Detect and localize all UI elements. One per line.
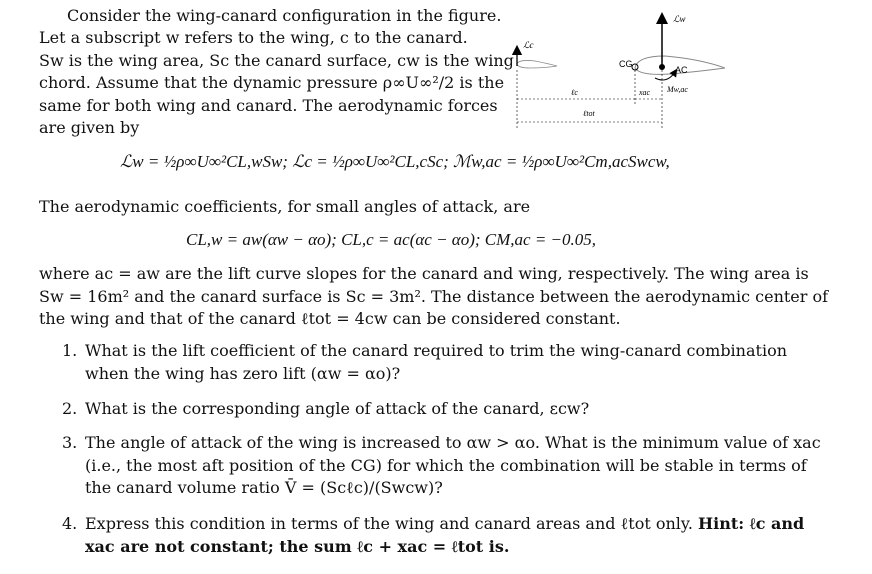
ac-marker bbox=[659, 64, 665, 70]
body-line-2: Sw = 16m² and the canard surface is Sc = 3m². The distance between the aerodynamic center of bbox=[39, 287, 829, 306]
question-text: What is the lift coefficient of the canard required to trim the wing-canard combination when the wing has zero lift (αw = αo)? bbox=[85, 341, 787, 383]
body-line-3: the wing and that of the canard ℓtot = 4cw can be considered constant. bbox=[39, 309, 621, 328]
question-2 bbox=[62, 398, 822, 421]
wing-lift-label: ℒw bbox=[673, 14, 686, 24]
coeffs-equation: CL,w = aw(αw − αo); CL,c = ac(αc − αo); CM,ac = −0.05, bbox=[186, 230, 597, 249]
intro-line-2: Let a subscript w refers to the wing, c to the canard. bbox=[39, 28, 468, 47]
question-text: The angle of attack of the wing is increased to αw > αo. What is the minimum value of xac (i.e., the most aft position of the CG) for which the combination will be stable in terms of the canard volume ratio V̄ = (Scℓc)/(Swcw)? bbox=[85, 433, 821, 497]
canard-airfoil bbox=[517, 60, 557, 68]
question-text bbox=[85, 513, 822, 558]
forces-equation: ℒw = ½ρ∞U∞²CL,wSw; ℒc = ½ρ∞U∞²CL,cSc; ℳw,ac = ½ρ∞U∞²Cm,acSwcw, bbox=[120, 152, 670, 171]
question-1 bbox=[62, 340, 822, 385]
question-number: 2. bbox=[62, 399, 78, 418]
question-3 bbox=[62, 432, 822, 500]
xac-label: xac bbox=[639, 88, 651, 97]
intro-line-5: same for both wing and canard. The aerodynamic forces bbox=[39, 96, 498, 115]
coeffs-intro: The aerodynamic coefficients, for small angles of attack, are bbox=[39, 197, 531, 216]
intro-line-6: are given by bbox=[39, 118, 140, 137]
question-4 bbox=[62, 513, 822, 558]
intro-line-4: chord. Assume that the dynamic pressure ρ∞U∞²/2 is the bbox=[39, 73, 505, 92]
wing-canard-figure bbox=[505, 4, 725, 154]
cg-label: CG bbox=[619, 59, 633, 69]
lc-label: ℓc bbox=[571, 88, 578, 97]
canard-lift-label: ℒc bbox=[523, 40, 534, 50]
question-hint: Hint: ℓc and xac are not constant; the sum ℓc + xac = ℓtot is. bbox=[85, 514, 805, 556]
ac-label: AC bbox=[675, 65, 688, 75]
body-line-1: where ac = aw are the lift curve slopes for the canard and wing, respectively. The wing area is bbox=[39, 264, 809, 283]
intro-line-1: Consider the wing-canard configuration in the figure. bbox=[67, 6, 502, 25]
question-number: 1. bbox=[62, 341, 78, 360]
question-number: 4. bbox=[62, 514, 78, 533]
moment-label: Mw,ac bbox=[667, 85, 688, 94]
question-body: Express this condition in terms of the wing and canard areas and ℓtot only. bbox=[85, 514, 693, 533]
moment-arrow bbox=[655, 72, 675, 80]
intro-line-3: Sw is the wing area, Sc the canard surface, cw is the wing bbox=[39, 51, 514, 70]
question-text: What is the corresponding angle of attack of the canard, εcw? bbox=[85, 399, 590, 418]
ltot-label: ℓtot bbox=[583, 109, 595, 118]
question-number: 3. bbox=[62, 433, 78, 452]
